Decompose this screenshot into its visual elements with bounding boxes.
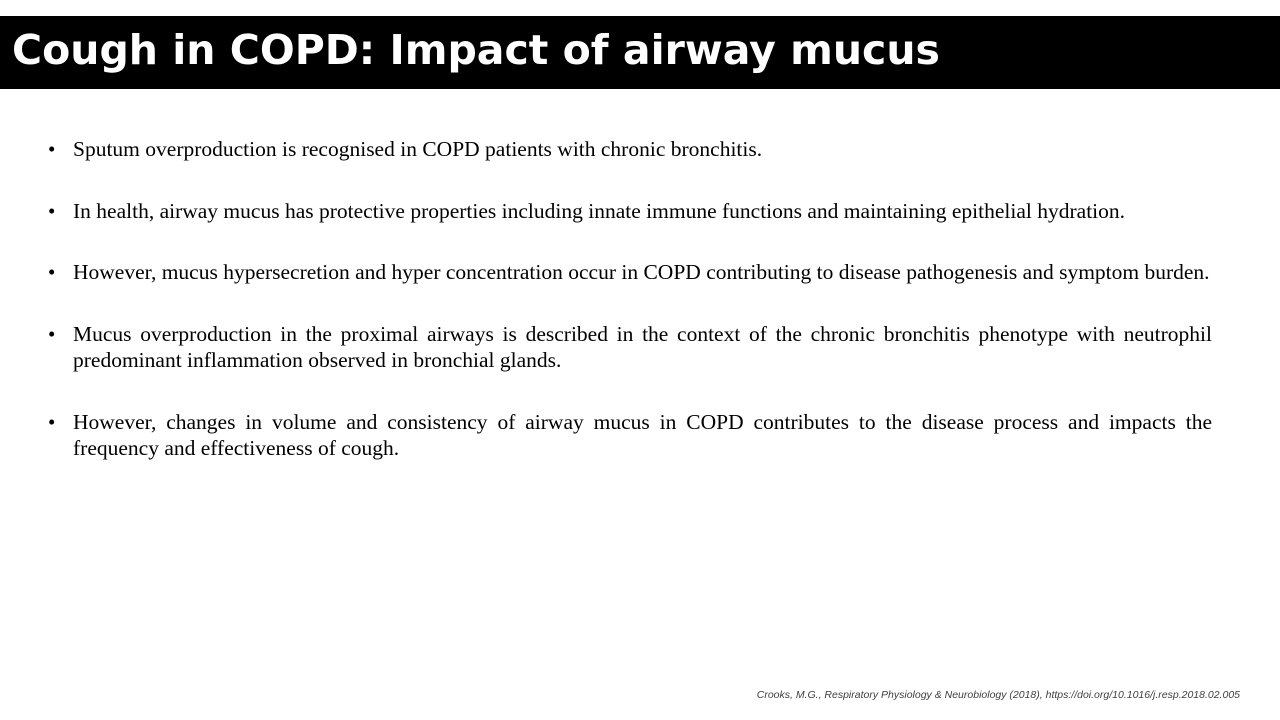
bullet-text: In health, airway mucus has protective properties including innate immune functions and maintaining epithelial hydration. [73, 198, 1126, 223]
bullet-list [48, 136, 1212, 497]
bullet-item [48, 198, 1212, 225]
bullet-dot-icon: • [48, 260, 56, 284]
bullet-text: Sputum overproduction is recognised in COPD patients with chronic bronchitis. [73, 137, 763, 161]
bullet-text: However, changes in volume and consistency of airway mucus in COPD contributes to the disease process and impacts the frequency and effectiveness of cough. [73, 409, 1212, 460]
title-bar [0, 16, 1280, 89]
bullet-text: Mucus overproduction in the proximal airways is described in the context of the chronic bronchitis phenotype with neutrophil predominant inflammation observed in bronchial glands. [73, 321, 1212, 372]
bullet-dot-icon: • [48, 198, 56, 223]
citation: Crooks, M.G., Respiratory Physiology & Neurobiology (2018), https://doi.org/10.1016/j.resp.2018.02.005 [756, 689, 1240, 701]
bullet-dot-icon: • [48, 409, 56, 434]
bullet-item [48, 409, 1212, 462]
bullet-item [48, 136, 1212, 163]
bullet-text: However, mucus hypersecretion and hyper concentration occur in COPD contributing to disease pathogenesis and symptom burden. [73, 260, 1210, 284]
bullet-dot-icon: • [48, 321, 56, 346]
bullet-item [48, 321, 1212, 374]
bullet-dot-icon: • [48, 137, 56, 161]
slide-title: Cough in COPD: Impact of airway mucus [12, 26, 940, 74]
bullet-item [48, 259, 1212, 286]
